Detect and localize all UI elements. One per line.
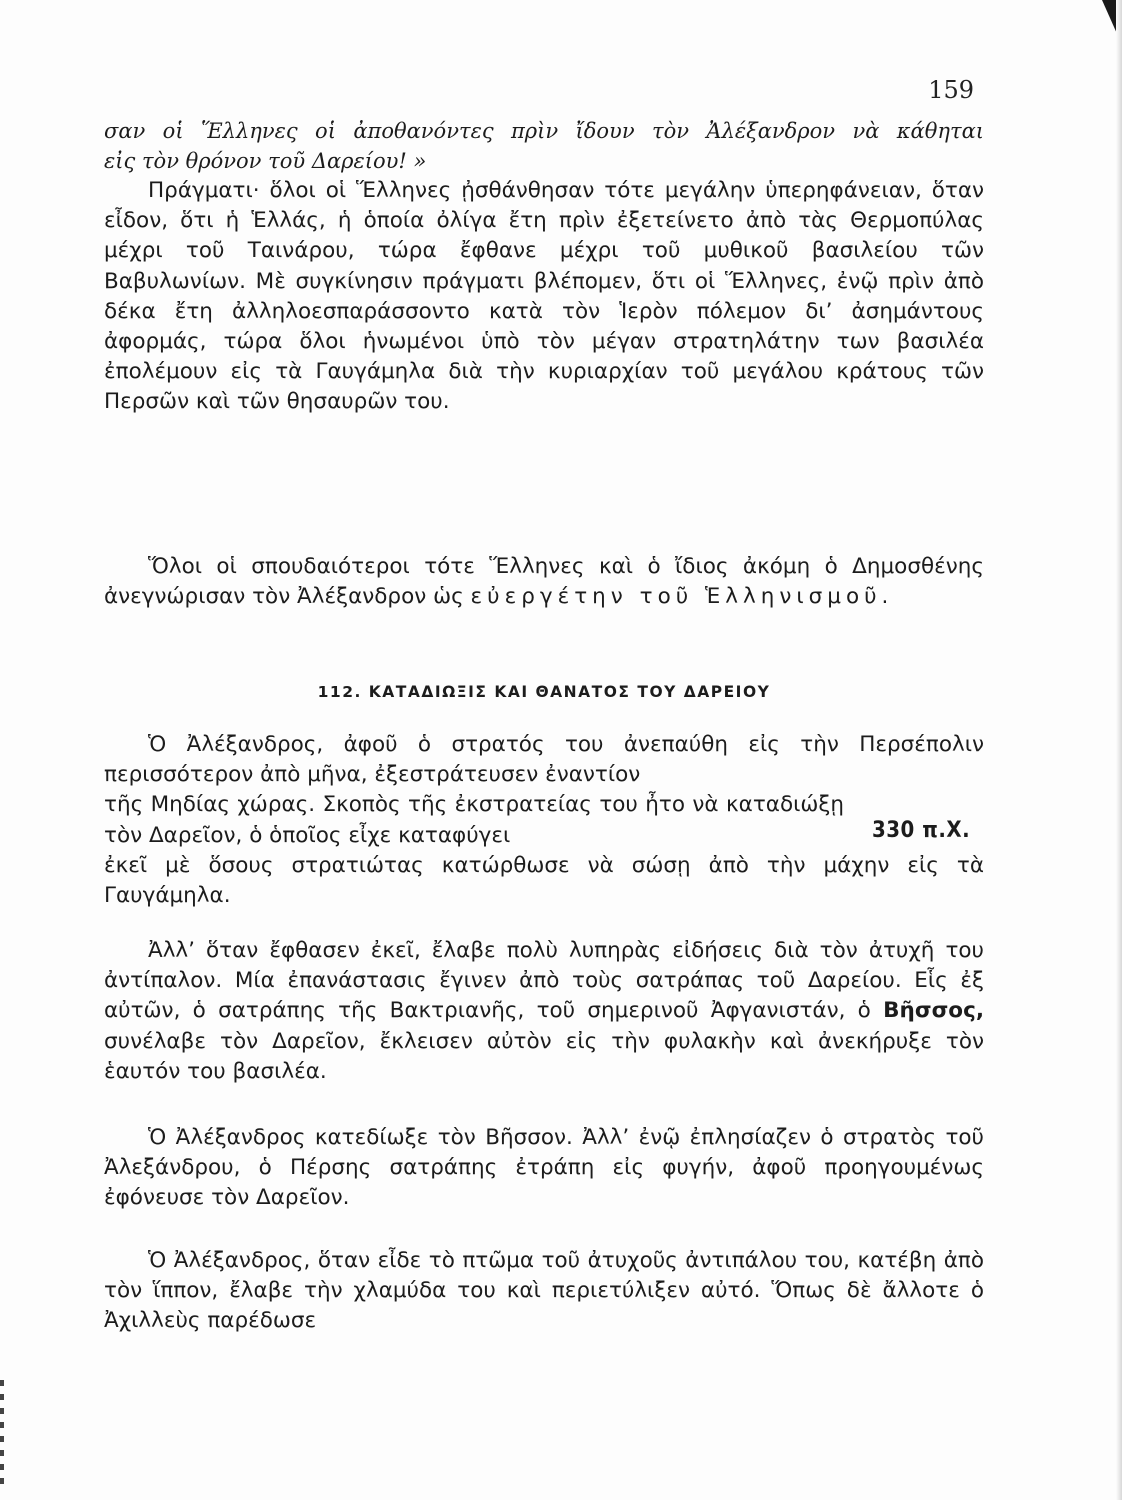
paragraph-3-full: Ὁ Ἀλέξανδρος, ἀφοῦ ὁ στρατός του ἀνεπαύθη εἰς τὴν Περσέπολιν περισσότερον ἀπὸ μῆνα, ἐξεστράτευσεν ἐναντίον xyxy=(104,732,984,788)
page-number: 159 xyxy=(928,76,974,104)
paragraph-pursuit xyxy=(104,1123,984,1214)
paragraph-benefactor xyxy=(104,552,984,612)
paragraph-bessus-revolt xyxy=(104,936,984,1087)
scan-binding-marks xyxy=(0,1380,4,1490)
italic-line-1: σαν οἱ Ἕλληνες οἱ ἀποθανόντες πρὶν ἴδουν τὸν Ἀλέξανδρον νὰ κάθηται xyxy=(104,119,984,143)
bessus-name: Βῆσσος, xyxy=(883,998,984,1024)
margin-date-note: 330 π.Χ. xyxy=(872,818,971,843)
paragraph-3-end: ἐκεῖ μὲ ὅσους στρατιώτας κατώρθωσε νὰ σώσῃ ἀπὸ τὴν μάχην εἰς τὰ Γαυγάμηλα. xyxy=(104,852,984,909)
italic-line-2: εἰς τὸν θρόνον τοῦ Δαρείου! » xyxy=(104,149,427,173)
paragraph-2-text xyxy=(104,552,984,612)
paragraph-4-text xyxy=(104,936,984,1087)
quoted-italic-text xyxy=(104,116,984,176)
paragraph-4-after: συνέλαβε τὸν Δαρεῖον, ἔκλεισεν αὐτὸν εἰς τὴν φυλακὴν καὶ ἀνεκήρυξε τὸν ἑαυτόν του βασιλέα. xyxy=(104,1028,984,1084)
paragraph-darius-body xyxy=(104,1246,984,1337)
paragraph-4-before: Ἀλλ’ ὅταν ἔφθασεν ἐκεῖ, ἔλαβε πολὺ λυπηρὰς εἰδήσεις διὰ τὸν ἀτυχῆ του ἀντίπαλον. Μία ἐπανάστασις ἔγινεν ἀπὸ τοὺς σατράπας τοῦ Δαρείου. Εἷς ἐξ αὐτῶν, ὁ σατράπης τῆς Βακτριανῆς, τοῦ σημερινοῦ Ἀφγανιστάν, ὁ xyxy=(104,938,984,1024)
scan-page-edge xyxy=(1116,0,1122,1500)
paragraph-campaign-media xyxy=(104,730,984,911)
paragraph-5-text: Ὁ Ἀλέξανδρος κατεδίωξε τὸν Βῆσσον. Ἀλλ’ ἐνῷ ἐπλησίαζεν ὁ στρατὸς τοῦ Ἀλεξάνδρου, ὁ Πέρσης σατράπης ἐτράπη εἰς φυγήν, ἀφοῦ προηγουμένως ἐφόνευσε τὸν Δαρεῖον. xyxy=(104,1125,984,1211)
paragraph-3-narrow: τῆς Μηδίας χώρας. Σκοπὸς τῆς ἐκστρατείας του ἦτο νὰ καταδιώξῃ τὸν Δαρεῖον, ὁ ὁποῖος εἶχε καταφύγει xyxy=(104,792,844,848)
paragraph-hellenes-pride xyxy=(104,176,984,418)
section-heading: 112. ΚΑΤΑΔΙΩΞΙΣ ΚΑΙ ΘΑΝΑΤΟΣ ΤΟΥ ΔΑΡΕΙΟΥ xyxy=(317,683,771,701)
paragraph-2-spaced-emphasis: εὐεργέτην τοῦ Ἑλληνισμοῦ. xyxy=(470,584,894,610)
paragraph-6-text: Ὁ Ἀλέξανδρος, ὅταν εἶδε τὸ πτῶμα τοῦ ἀτυχοῦς ἀντιπάλου του, κατέβη ἀπὸ τὸν ἵππον, ἔλαβε τὴν χλαμύδα του καὶ περιετύλιξεν αὐτό. Ὅπως δὲ ἄλλοτε ὁ Ἀχιλλεὺς παρέδωσε xyxy=(104,1248,984,1334)
paragraph-1-text: Πράγματι· ὅλοι οἱ Ἕλληνες ᾐσθάνθησαν τότε μεγάλην ὑπερηφάνειαν, ὅταν εἶδον, ὅτι ἡ Ἑλλάς, ἡ ὁποία ὀλίγα ἔτη πρὶν ἐξετείνετο ἀπὸ τὰς Θερμοπύλας μέχρι τοῦ Ταινάρου, τώρα ἔφθανε μέχρι τοῦ μυθικοῦ βασιλείου τῶν Βαβυλωνίων. Μὲ συγκίνησιν πράγματι βλέπομεν, ὅτι οἱ Ἕλληνες, ἐνῷ πρὶν ἀπὸ δέκα ἔτη ἀλληλοεσπαράσσοντο κατὰ τὸν Ἱερὸν πόλεμον δι’ ἀσημάντους ἀφορμάς, τώρα ὅλοι ἡνωμένοι ὑπὸ τὸν μέγαν στρατηλάτην των βασιλέα ἐπολέμουν εἰς τὰ Γαυγάμηλα διὰ τὴν κυριαρχίαν τοῦ μεγάλου κράτους τῶν Περσῶν καὶ τῶν θησαυρῶν του. xyxy=(104,178,984,415)
paragraph-2-start: Ὅλοι οἱ σπουδαιότεροι τότε Ἕλληνες καὶ ὁ ἴδιος ἀκόμη ὁ Δημοσθένης ἀνεγνώρισαν τὸν Ἀλέξανδρον ὡς xyxy=(104,554,984,610)
